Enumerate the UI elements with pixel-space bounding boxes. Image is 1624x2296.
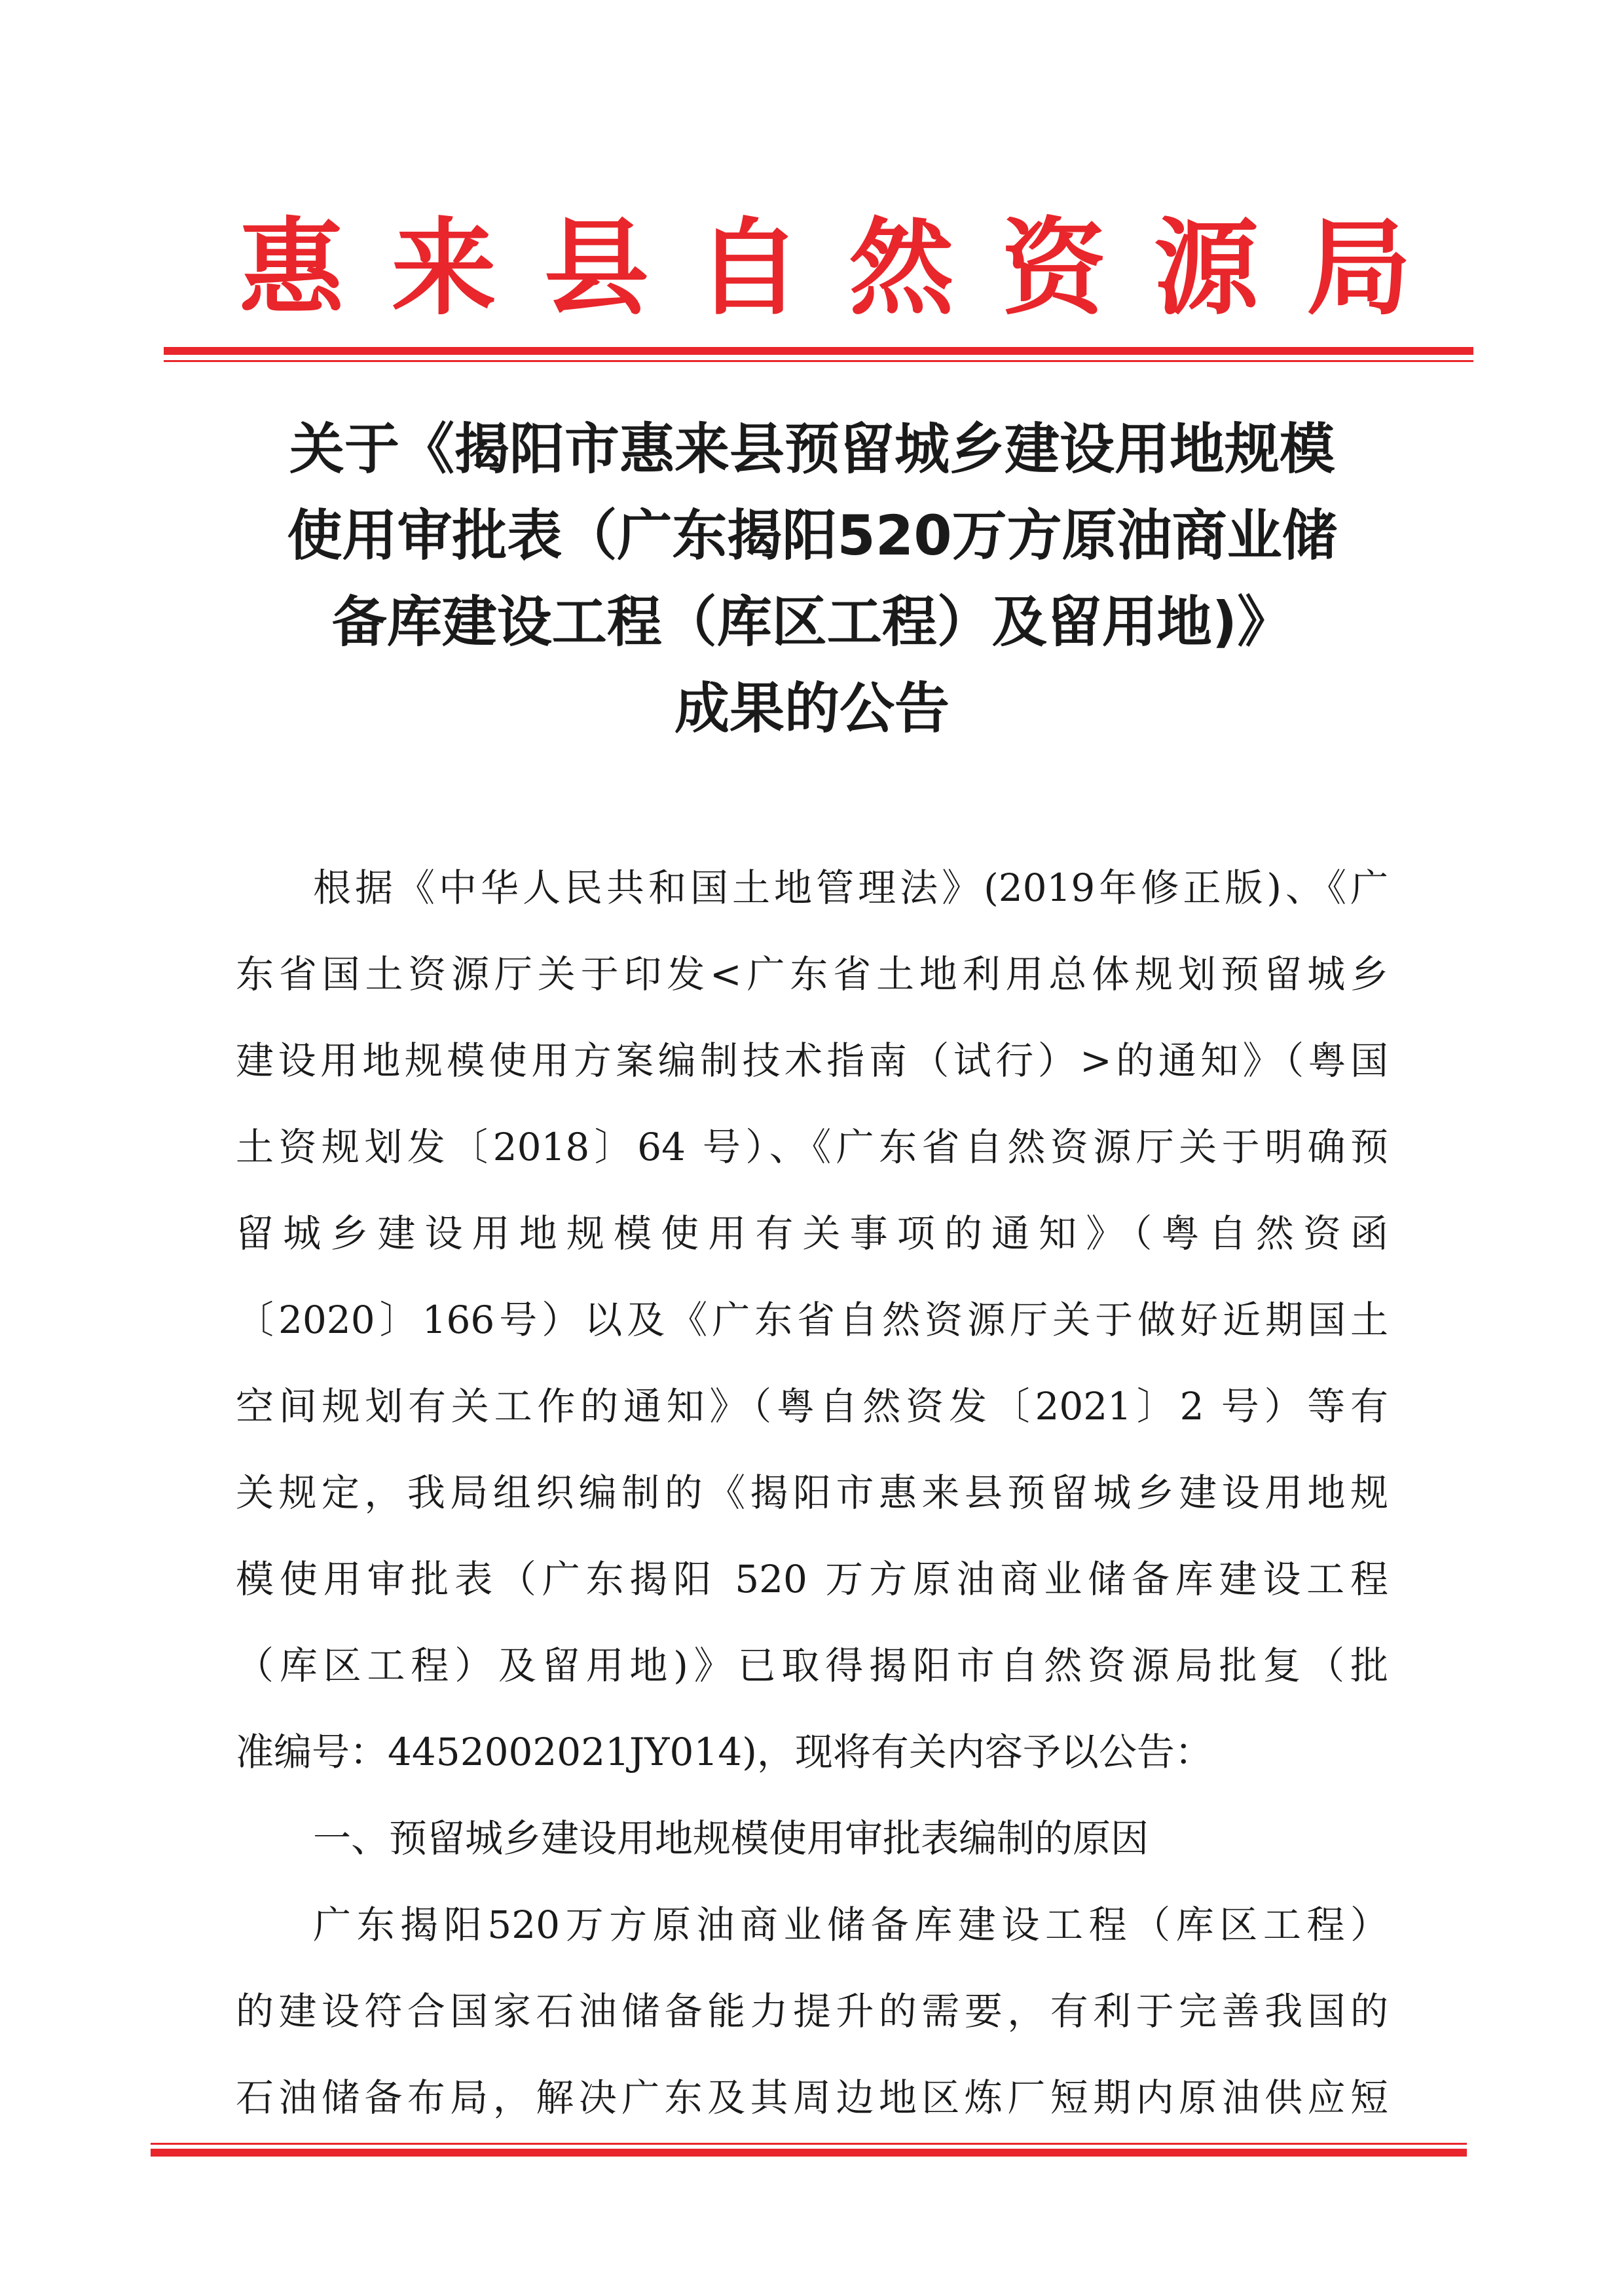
- body-line: 准编号：4452002021JY014)，现将有关内容予以公告：: [236, 1730, 1213, 1774]
- masthead-char: 源: [1154, 207, 1259, 329]
- masthead-char: 资: [1001, 207, 1107, 329]
- body-line: 根据《中华人民共和国土地管理法》(2019年修正版)、《广: [313, 866, 1388, 910]
- announcement-body: [236, 845, 1388, 2141]
- title-line: 使用审批表（广东揭阳520万方原油商业储: [287, 503, 1337, 568]
- body-line: 广东揭阳520万方原油商业储备库建设工程（库区工程）: [313, 1903, 1388, 1947]
- section-heading: 一、预留城乡建设用地规模使用审批表编制的原因: [313, 1816, 1149, 1861]
- masthead-rule-thin: [164, 360, 1473, 362]
- masthead-char: 然: [849, 207, 954, 329]
- body-line: 石油储备布局，解决广东及其周边地区炼厂短期内原油供应短: [236, 2075, 1388, 2120]
- masthead-char: 来: [391, 207, 496, 329]
- title-line: 成果的公告: [674, 676, 950, 740]
- announcement-title: [196, 406, 1428, 752]
- footer-rule-thick: [151, 2149, 1467, 2157]
- body-line: 的建设符合国家石油储备能力提升的需要，有利于完善我国的: [236, 1989, 1388, 2033]
- body-line: 土资规划发〔2018〕64 号）、《广东省自然资源厅关于明确预: [236, 1125, 1388, 1169]
- body-line: 关规定，我局组织编制的《揭阳市惠来县预留城乡建设用地规: [236, 1470, 1388, 1515]
- masthead-rule-thick: [164, 347, 1473, 355]
- masthead-char: 自: [696, 207, 802, 329]
- title-line: 关于《揭阳市惠来县预留城乡建设用地规模: [289, 417, 1335, 481]
- body-line: 空间规划有关工作的通知》（粤自然资发〔2021〕2 号）等有: [236, 1384, 1388, 1429]
- issuer-masthead: [239, 207, 1411, 329]
- title-line: 备库建设工程（库区工程）及留用地)》: [331, 590, 1293, 654]
- masthead-char: 惠: [239, 207, 344, 329]
- body-line: 留城乡建设用地规模使用有关事项的通知》（粤自然资函: [236, 1211, 1388, 1256]
- body-line: 〔2020〕166号）以及《广东省自然资源厅关于做好近期国土: [236, 1298, 1388, 1342]
- body-line: 模使用审批表（广东揭阳 520 万方原油商业储备库建设工程: [236, 1557, 1388, 1601]
- body-line: （库区工程）及留用地)》已取得揭阳市自然资源局批复（批: [236, 1643, 1388, 1688]
- masthead-char: 县: [544, 207, 649, 329]
- masthead-char: 局: [1306, 207, 1411, 329]
- footer-rule-thin: [151, 2143, 1467, 2145]
- body-line: 东省国土资源厅关于印发<广东省土地利用总体规划预留城乡: [236, 952, 1388, 996]
- body-line: 建设用地规模使用方案编制技术指南（试行）>的通知》（粤国: [236, 1038, 1388, 1083]
